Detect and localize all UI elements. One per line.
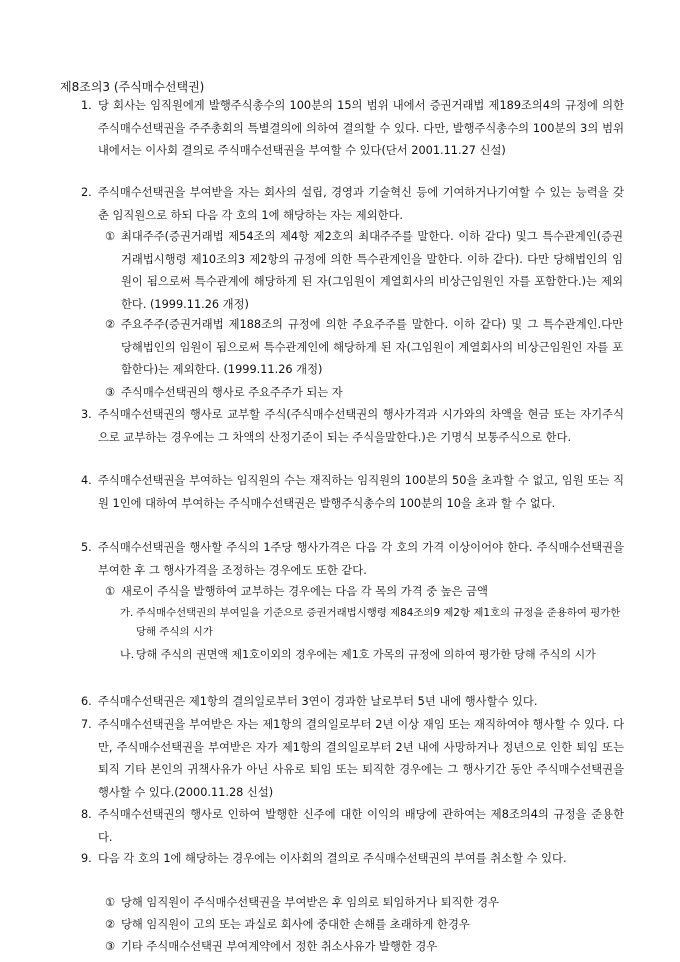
sub-sub-marker: 나. [120,648,135,661]
sub-sub-marker: 가. [120,607,134,619]
article-item-2 [81,182,624,227]
article-item-4 [81,470,624,515]
sub-item-text: 새로이 주식을 발행하여 교부하는 경우에는 다음 각 목의 가격 중 높은 금액 [121,585,488,598]
circled-number: ① [105,585,116,598]
sub-item-text: 최대주주(증권거래법 제54조의 제4항 제2호의 최대주주를 말한다. 이하 같다) 및그 특수관계인(증권거래법시행령 제10조의3 제2항의 규정에 의한 특수관계인을 말한다. 이하 같다). 다만 당해법인의 임원이 됨으로써 특수관계에 해당하게 된 자(그임원이 계열회사의 비상근임원인 자를 포함한다.)는 제외한다. (1999.11.26 개정) [121,230,623,311]
circled-number: ③ [105,940,116,953]
item-number: 7. [81,718,92,731]
sub-item-2-1 [105,226,623,316]
article-item-9 [81,848,624,871]
circled-number: ② [105,918,116,931]
item-text: 주식매수선택권의 행사로 인하여 발행한 신주에 대한 이익의 배당에 관하여는 제8조의4의 규정을 준용한다. [98,808,624,844]
item-number: 2. [81,186,92,199]
sub-sub-item-ga [120,604,624,642]
item-number: 8. [81,808,92,821]
article-item-7 [81,714,624,804]
item-number: 5. [81,541,92,554]
sub-item-text: 주요주주(증권거래법 제188조의 규정에 의한 주요주주를 말한다. 이하 같다) 및 그 특수관계인.다만 당해법인의 임원이 됨으로써 특수관계인에 해당하게 된 자(그임원이 계열회사의 비상근임원인 자를 포함한다)는 제외한다. (1999.11.26 개정) [121,318,623,376]
item-text: 주식매수선택권을 행사할 주식의 1주당 행사가격은 다음 각 호의 가격 이상이어야 한다. 주식매수선택권을 부여한 후 그 행사가격을 조정하는 경우에도 또한 같다. [98,541,624,577]
item-text: 주식매수선택권을 부여하는 임직원의 수는 재직하는 임직원의 100분의 50을 초과할 수 없고, 임원 또는 직원 1인에 대하여 부여하는 주식매수선택권은 발행주식총수의 100분의 10을 초과 할 수 없다. [98,474,624,510]
sub-item-9-1 [105,892,623,915]
item-text: 주식매수선택권을 부여받은 자는 제1항의 결의일로부터 2년 이상 재임 또는 재직하여야 행사할 수 있다. 다만, 주식매수선택권을 부여받은 자가 제1항의 결의일로부터 2년 내에 사망하거나 정년으로 인한 퇴임 또는 퇴직 기타 본인의 귀책사유가 아닌 사유로 퇴임 또는 퇴직한 경우에는 그 행사기간 동안 주식매수선택권을 행사할 수 있다.(2000.11.28 신설) [98,718,624,799]
circled-number: ① [105,896,116,909]
sub-sub-item-text: 주식매수선택권의 부여일을 기준으로 증권거래법시행령 제84조의9 제2항 제1호의 규정을 준용하여 평가한 당해 주식의 시가 [136,607,621,638]
sub-item-2-3 [105,382,623,405]
sub-item-5-1 [105,581,623,604]
circled-number: ③ [105,386,116,399]
item-text: 다음 각 호의 1에 해당하는 경우에는 이사회의 결의로 주식매수선택권의 부여를 취소할 수 있다. [98,852,567,865]
sub-item-text: 기타 주식매수선택권 부여계약에서 정한 취소사유가 발행한 경우 [121,940,438,953]
sub-item-9-2 [105,914,623,937]
article-item-1 [81,95,624,163]
item-number: 1. [81,99,92,112]
item-text: 주식매수선택권의 행사로 교부할 주식(주식매수선택권의 행사가격과 시가와의 차액을 현금 또는 자기주식으로 교부하는 경우에는 그 차액의 산정기준이 되는 주식을말한다.)은 기명식 보통주식으로 한다. [98,408,624,444]
article-item-8 [81,804,624,849]
item-text: 주식매수선택권은 제1항의 결의일로부터 3연이 경과한 날로부터 5년 내에 행사할수 있다. [98,695,538,708]
item-text: 주식매수선택권을 부여받을 자는 회사의 설립, 경영과 기술혁신 등에 기여하거나기여할 수 있는 능력을 갖춘 임직원으로 하되 다음 각 호의 1에 해당하는 자는 제외한다. [98,186,624,222]
sub-item-text: 당해 임직원이 주식매수선택권을 부여받은 후 임의로 퇴임하거나 퇴직한 경우 [121,896,499,909]
sub-item-text: 당해 임직원이 고의 또는 과실로 회사에 중대한 손해를 초래하게 한경우 [121,918,470,931]
item-number: 4. [81,474,92,487]
article-item-5 [81,537,624,582]
sub-item-text: 주식매수선택권의 행사로 주요주주가 되는 자 [121,386,343,399]
article-title: 제8조의3 (주식매수선택권) [60,80,205,94]
sub-item-2-2 [105,314,623,382]
sub-item-9-3 [105,936,623,959]
circled-number: ① [105,230,116,243]
article-item-3 [81,404,624,449]
sub-sub-item-na [120,645,624,665]
item-number: 6. [81,695,92,708]
item-number: 3. [81,408,92,421]
sub-sub-item-text: 당해 주식의 권면액 제1호이외의 경우에는 제1호 가목의 규정에 의하여 평가한 당해 주식의 시가 [136,648,596,661]
item-number: 9. [81,852,92,865]
circled-number: ② [105,318,116,331]
article-item-6 [81,691,624,714]
item-text: 당 회사는 임직원에게 발행주식총수의 100분의 15의 범위 내에서 증권거래법 제189조의4의 규정에 의한 주식매수선택권을 주주총회의 특별결의에 의하여 결의할 수 있다. 다만, 발행주식총수의 100분의 3의 범위 내에서는 이사회 결의로 주식매수선택권을 부여할 수 있다(단서 2001.11.27 신설) [98,99,624,157]
